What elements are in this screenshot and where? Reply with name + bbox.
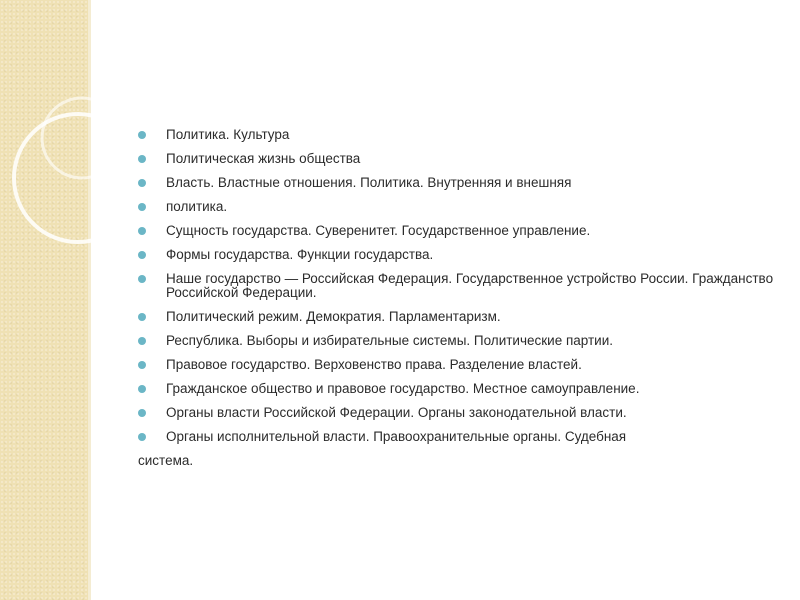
list-item-text: Наше государство — Российская Федерация. Государственное устройство России. Гражданство Российской Федерации.	[166, 271, 774, 300]
bullet-icon	[138, 251, 146, 259]
slide-content	[138, 128, 778, 478]
list-item-text: Политическая жизнь общества	[166, 151, 361, 166]
bullet-icon	[138, 155, 146, 163]
list-item-text: Республика. Выборы и избирательные системы. Политические партии.	[166, 333, 613, 348]
list-item-text: политика.	[166, 199, 228, 214]
bullet-icon	[138, 179, 146, 187]
list-item	[138, 310, 778, 324]
list-item	[138, 406, 778, 420]
bullet-icon	[138, 131, 146, 139]
list-item	[138, 176, 778, 190]
list-item-text: Сущность государства. Суверенитет. Государственное управление.	[166, 223, 591, 238]
list-item-text: Политика. Культура	[166, 127, 290, 142]
bullet-icon	[138, 227, 146, 235]
list-item	[138, 200, 778, 214]
bullet-icon	[138, 409, 146, 417]
list-item	[138, 272, 778, 300]
list-item-text: система.	[138, 453, 194, 468]
list-item	[138, 430, 778, 444]
list-item	[138, 224, 778, 238]
small-ring	[42, 98, 91, 178]
list-item-text: Органы власти Российской Федерации. Органы законодательной власти.	[166, 405, 627, 420]
list-item	[138, 358, 778, 372]
bullet-icon	[138, 203, 146, 211]
list-item-text: Власть. Властные отношения. Политика. Внутренняя и внешняя	[166, 175, 572, 190]
list-item	[138, 334, 778, 348]
list-item-text: Политический режим. Демократия. Парламентаризм.	[166, 309, 501, 324]
topic-list	[138, 128, 778, 468]
list-item	[138, 248, 778, 262]
list-item	[138, 152, 778, 166]
decorative-rings	[0, 0, 91, 600]
bullet-icon	[138, 337, 146, 345]
bullet-icon	[138, 275, 146, 283]
bullet-icon	[138, 313, 146, 321]
bullet-icon	[138, 433, 146, 441]
bullet-icon	[138, 361, 146, 369]
list-item-text: Гражданское общество и правовое государство. Местное самоуправление.	[166, 381, 640, 396]
list-item	[138, 128, 778, 142]
list-item-text: Правовое государство. Верховенство права. Разделение властей.	[166, 357, 582, 372]
bullet-icon	[138, 385, 146, 393]
list-item-text: Формы государства. Функции государства.	[166, 247, 434, 262]
list-item	[138, 382, 778, 396]
list-item-continuation	[138, 454, 778, 468]
list-item-text: Органы исполнительной власти. Правоохранительные органы. Судебная	[166, 429, 627, 444]
